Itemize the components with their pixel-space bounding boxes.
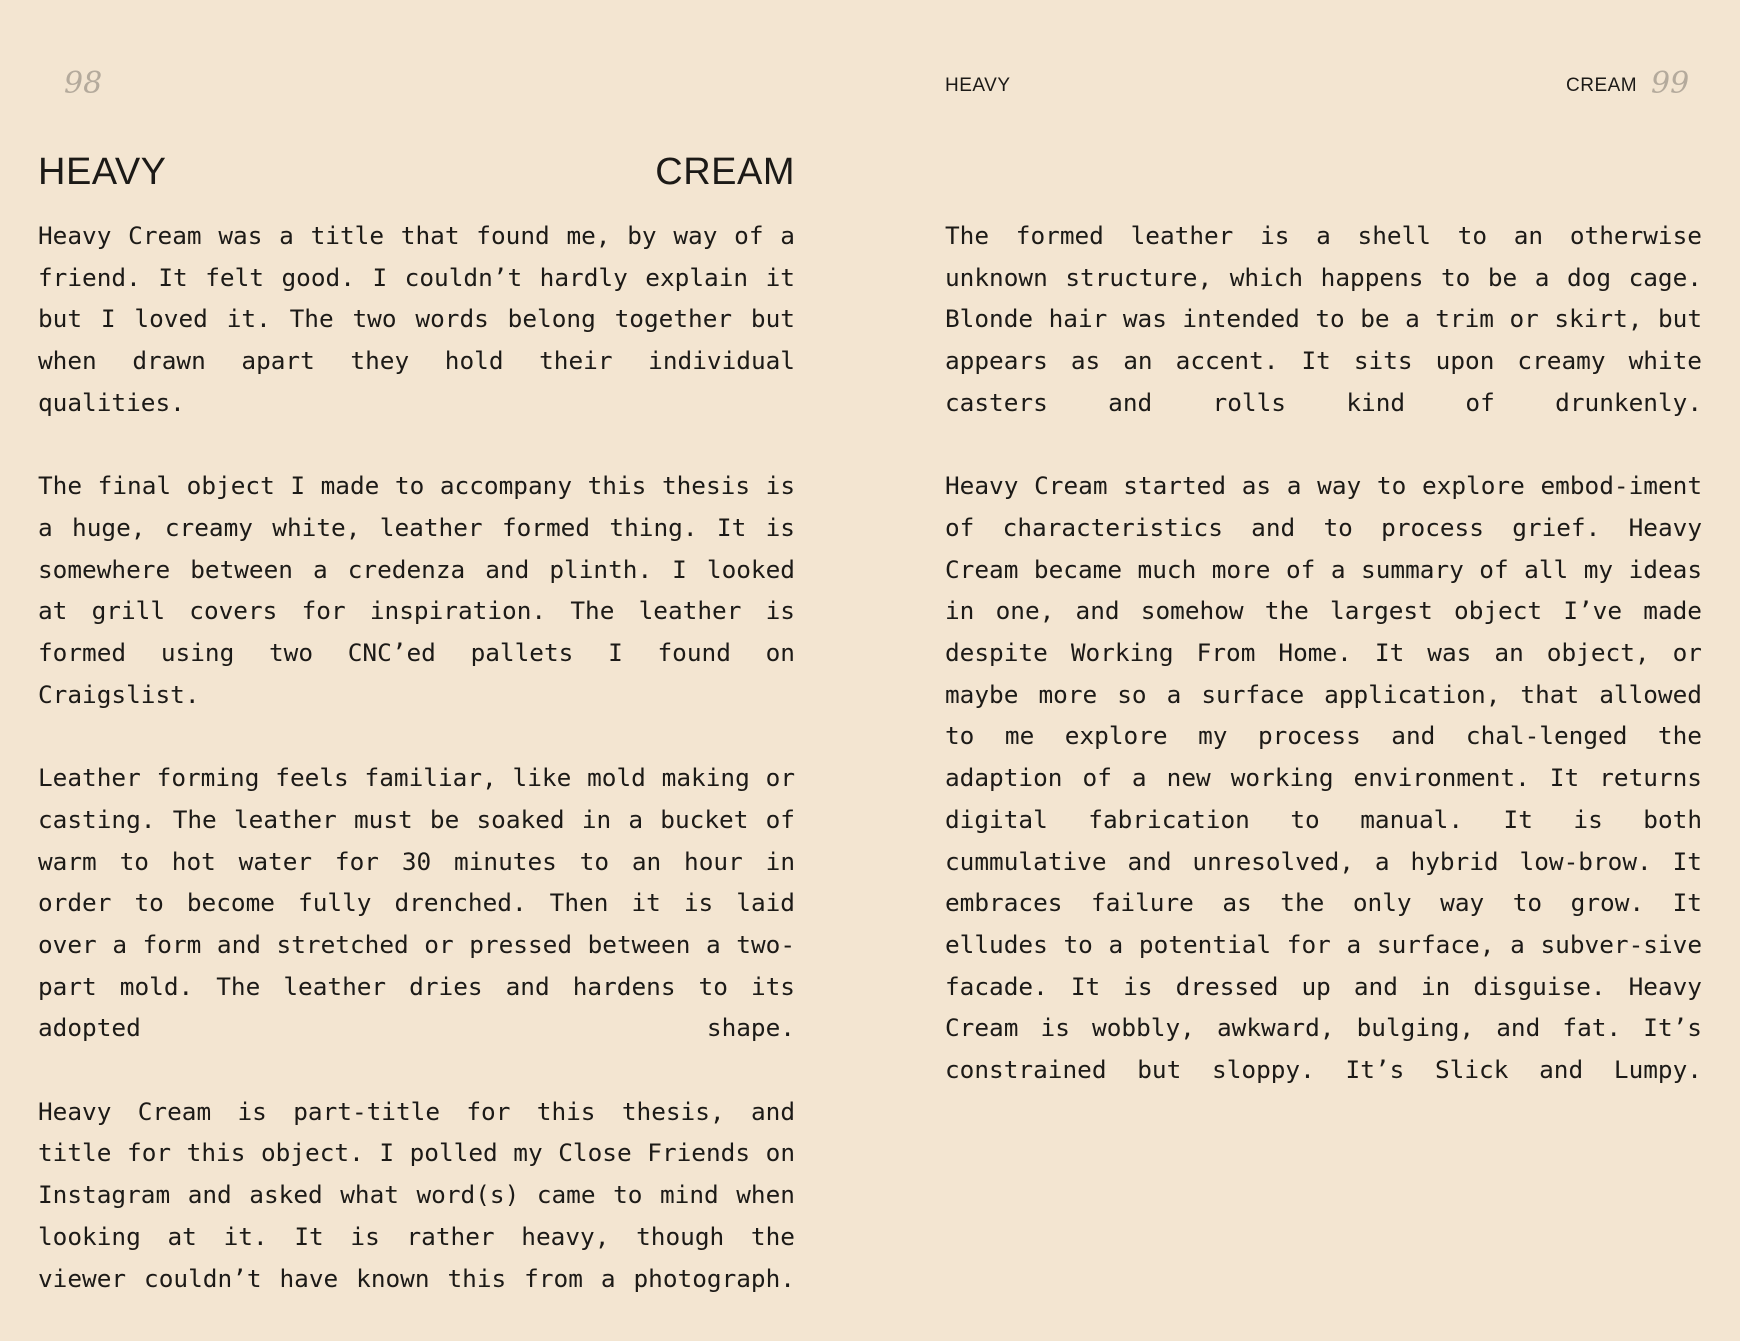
left-paragraph: The final object I made to accompany this thesis is a huge, creamy white, leather formed thing. It is somewhere between a credenza and plinth. I looked at grill covers for inspiration. The leather is formed using two CNC’ed pallets I found on Craigslist. <box>38 471 795 709</box>
right-page-number: 99 <box>1651 66 1690 101</box>
right-text-column <box>945 215 1702 1132</box>
left-paragraph: Heavy Cream is part-title for this thesis, and title for this object. I polled my Close Friends on Instagram and asked what word(s) came to mind when looking at it. It is rather heavy, though the viewer couldn’t have known this from a photograph. <box>38 1096 795 1293</box>
spread-title <box>38 150 795 194</box>
left-paragraph: Heavy Cream was a title that found me, by way of a friend. It felt good. I couldn’t hardly explain it but I loved it. The two words belong together but when drawn apart they hold their individual qualities. <box>38 221 795 417</box>
running-head-right: CREAM <box>1566 75 1638 96</box>
running-head-left: HEAVY <box>945 75 1011 96</box>
left-paragraph: Leather forming feels familiar, like mold making or casting. The leather must be soaked in a bucket of warm to hot water for 30 minutes to an hour in order to become fully drenched. Then it is laid over a form and stretched or pressed between a two-part mold. The leather dries and hardens to its adopted shape. <box>38 763 795 1043</box>
right-paragraph: Heavy Cream started as a way to explore embod-iment of characteristics and to process grief. Heavy Cream became much more of a summary of all my ideas in one, and somehow the largest object I’ve made despite Working From Home. It was an object, or maybe more so a surface application, that allowed to me explore my process and chal-lenged the adaption of a new working environment. It returns digital fabrication to manual. It is both cummulative and unresolved, a hybrid low-brow. It embraces failure as the only way to grow. It elludes to a potential for a surface, a subver-sive facade. It is dressed up and in disguise. Heavy Cream is wobbly, awkward, bulging, and fat. It’s constrained but sloppy. It’s Slick and Lumpy. <box>945 471 1702 1085</box>
title-cream: CREAM <box>655 151 795 193</box>
left-text-column <box>38 215 795 1341</box>
title-heavy: HEAVY <box>38 151 167 193</box>
left-page-number: 98 <box>64 66 103 101</box>
right-paragraph: The formed leather is a shell to an otherwise unknown structure, which happens to be a dog cage. Blonde hair was intended to be a trim or skirt, but appears as an accent. It sits upon creamy white casters and rolls kind of drunkenly. <box>945 221 1702 417</box>
